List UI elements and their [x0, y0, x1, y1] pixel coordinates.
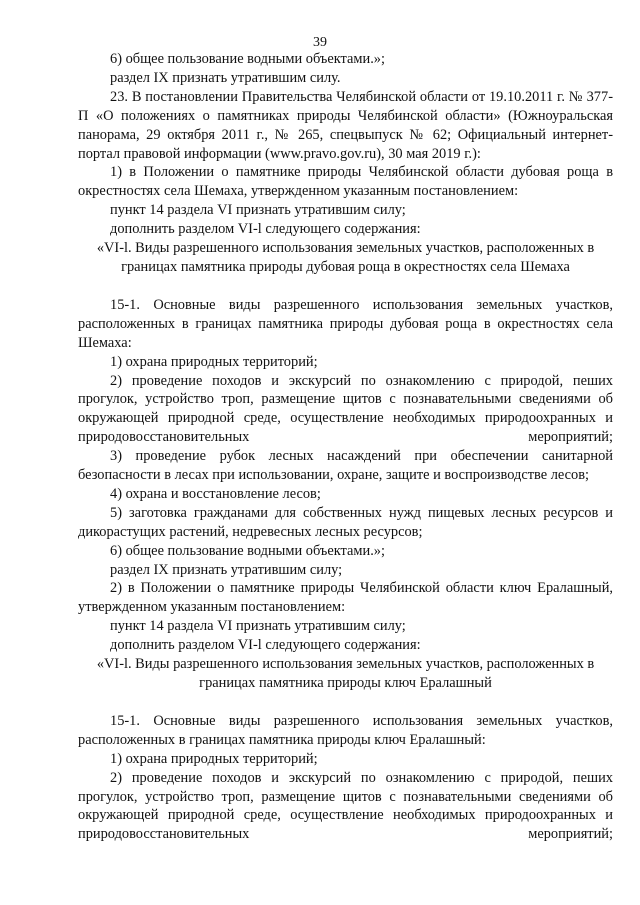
list-item: 2) проведение походов и экскурсий по ознакомлению с природой, пеших прогулок, устройство троп, размещение щитов с познавательными сведениями об окружающей природной среде, осуществление необходимых природоохранных и природовосстановительных мероприятий;: [78, 372, 613, 446]
document-body: [78, 50, 613, 844]
list-item: 1) охрана природных территорий;: [110, 750, 318, 767]
section-heading: «VI-l. Виды разрешенного использования земельных участков, расположенных в границах памятника природы дубовая роща в окрестностях села Шемаха: [96, 240, 595, 275]
section-heading: «VI-l. Виды разрешенного использования земельных участков, расположенных в границах памятника природы ключ Ералашный: [96, 656, 595, 691]
list-item: 1) охрана природных территорий;: [110, 353, 318, 370]
paragraph: 15-1. Основные виды разрешенного использования земельных участков, расположенных в границах памятника природы ключ Ералашный:: [78, 712, 613, 748]
list-item: 4) охрана и восстановление лесов;: [110, 485, 321, 502]
paragraph: пункт 14 раздела VI признать утратившим силу;: [110, 618, 406, 635]
spacer: [78, 693, 613, 712]
list-item: 6) общее пользование водными объектами.»;: [110, 542, 385, 559]
paragraph: 1) в Положении о памятнике природы Челябинской области дубовая роща в окрестностях села Шемаха, утвержденном указанным постановлением:: [78, 164, 613, 200]
paragraph: раздел IX признать утратившим силу;: [110, 561, 343, 578]
page-number: 39: [313, 35, 327, 50]
list-item: 3) проведение рубок лесных насаждений при обеспечении санитарной безопасности в лесах при использовании, охране, защите и воспроизводстве лесов;: [78, 448, 613, 484]
spacer: [78, 277, 613, 296]
paragraph: раздел IX признать утратившим силу.: [110, 69, 341, 86]
paragraph: дополнить разделом VI-l следующего содержания:: [110, 637, 421, 654]
paragraph: 15-1. Основные виды разрешенного использования земельных участков, расположенных в границах памятника природы дубовая роща в окрестностях села Шемаха:: [78, 296, 613, 351]
paragraph: 2) в Положении о памятнике природы Челябинской области ключ Ералашный, утвержденном указанным постановлением:: [78, 580, 613, 616]
list-item: 5) заготовка гражданами для собственных нужд пищевых лесных ресурсов и дикорастущих растений, недревесных лесных ресурсов;: [78, 504, 613, 540]
paragraph: дополнить разделом VI-l следующего содержания:: [110, 221, 421, 238]
paragraph: 6) общее пользование водными объектами.»;: [110, 51, 385, 67]
paragraph: 23. В постановлении Правительства Челябинской области от 19.10.2011 г. № 377-П «О положениях о памятниках природы Челябинской области» (Южноуральская панорама, 29 октября 2011 г., № 265, спецвыпуск № 62; Официальный интернет-портал правовой информации (www.pravo.gov.ru), 30 мая 2019 г.):: [78, 88, 613, 162]
paragraph: пункт 14 раздела VI признать утратившим силу;: [110, 202, 406, 219]
list-item: 2) проведение походов и экскурсий по ознакомлению с природой, пеших прогулок, устройство троп, размещение щитов с познавательными сведениями об окружающей природной среде, осуществление необходимых природоохранных и природовосстановительных мероприятий;: [78, 769, 613, 843]
